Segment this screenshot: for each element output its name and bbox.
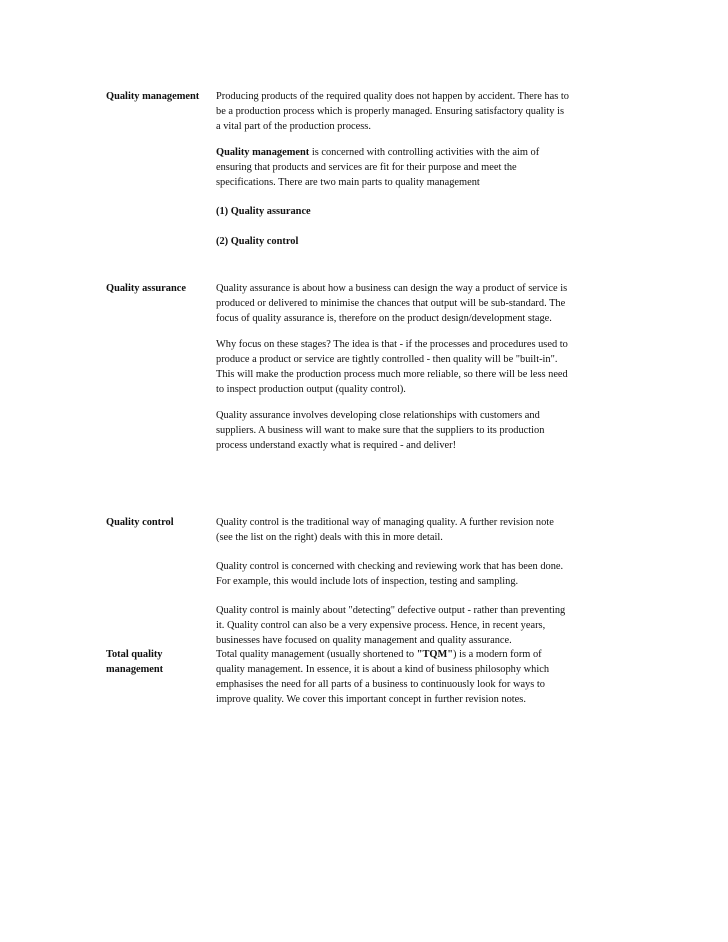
text-line: quality management. In essence, it is about a kind of business philosophy which bbox=[216, 664, 550, 675]
bold-line: (1) Quality assurance bbox=[216, 206, 311, 217]
term-line: Total quality bbox=[106, 649, 163, 660]
text-line: Why focus on these stages? The idea is that - if the processes and procedures used to bbox=[216, 339, 568, 350]
bold-line: (2) Quality control bbox=[216, 236, 299, 247]
paragraph-qm-intro bbox=[216, 89, 626, 134]
paragraph-qa-relationships bbox=[216, 408, 626, 453]
paragraph-qc-intro bbox=[216, 515, 626, 545]
text-line: focus of quality assurance is, therefore on the product design/development stage. bbox=[216, 313, 552, 324]
text-line: Quality control is the traditional way of managing quality. A further revision note bbox=[216, 517, 554, 528]
paragraph-qc-detecting bbox=[216, 603, 626, 648]
text-line: This will make the production process much more reliable, so there will be less need bbox=[216, 369, 568, 380]
paragraph-tqm bbox=[216, 647, 626, 707]
term-quality-management bbox=[106, 89, 212, 104]
bold-term: "TQM" bbox=[416, 649, 454, 660]
term-total-quality-management bbox=[106, 647, 212, 677]
text-line: emphasises the need for all parts of a business to continuously look for ways to bbox=[216, 679, 545, 690]
text-line: improve quality. We cover this important concept in further revision notes. bbox=[216, 694, 526, 705]
text-line: ensuring that products and services are fit for their purpose and meet the bbox=[216, 162, 517, 173]
text-line: suppliers. A business will want to make sure that the suppliers to its production bbox=[216, 425, 545, 436]
text-line bbox=[216, 145, 626, 160]
text-line: Quality assurance involves developing close relationships with customers and bbox=[216, 410, 540, 421]
text-line: specifications. There are two main parts to quality management bbox=[216, 177, 480, 188]
text-line: Quality control is concerned with checking and reviewing work that has been done. bbox=[216, 561, 564, 572]
term-line: management bbox=[106, 664, 164, 675]
term-quality-assurance bbox=[106, 281, 212, 296]
text-line: Quality assurance is about how a business can design the way a product of service is bbox=[216, 283, 568, 294]
text-line: process understand exactly what is required - and deliver! bbox=[216, 440, 457, 451]
text-line: Quality control is mainly about "detecting" defective output - rather than preventing bbox=[216, 605, 566, 616]
list-item-quality-assurance bbox=[216, 204, 626, 219]
text-line: a vital part of the production process. bbox=[216, 121, 371, 132]
paragraph-qa-intro bbox=[216, 281, 626, 326]
paragraph-qc-checking bbox=[216, 559, 626, 589]
term-line: Quality management bbox=[106, 91, 200, 102]
text-line: to inspect production output (quality control). bbox=[216, 384, 406, 395]
paragraph-qa-why bbox=[216, 337, 626, 397]
text-line: Producing products of the required quality does not happen by accident. There has to bbox=[216, 91, 569, 102]
text-run: ) is a modern form of bbox=[453, 649, 542, 660]
bold-term: Quality management bbox=[216, 147, 310, 158]
term-line: Quality assurance bbox=[106, 283, 186, 294]
text-line: produce a product or service are tightly controlled - then quality will be "built-in". bbox=[216, 354, 558, 365]
text-run: Total quality management (usually shortened to bbox=[216, 649, 417, 660]
text-line bbox=[216, 647, 626, 662]
term-quality-control bbox=[106, 515, 212, 530]
text-line: produced or delivered to minimise the chances that output will be sub-standard. The bbox=[216, 298, 566, 309]
text-line: be a production process which is properly managed. Ensuring satisfactory quality is bbox=[216, 106, 564, 117]
paragraph-qm-definition bbox=[216, 145, 626, 190]
list-item-quality-control bbox=[216, 234, 626, 249]
text-line: it. Quality control can also be a very expensive process. Hence, in recent years, bbox=[216, 620, 546, 631]
text-line: businesses have focused on quality management and quality assurance. bbox=[216, 635, 512, 646]
text-line: For example, this would include lots of inspection, testing and sampling. bbox=[216, 576, 519, 587]
text-run: is concerned with controlling activities with the aim of bbox=[309, 147, 540, 158]
text-line: (see the list on the right) deals with this in more detail. bbox=[216, 532, 443, 543]
term-line: Quality control bbox=[106, 517, 174, 528]
